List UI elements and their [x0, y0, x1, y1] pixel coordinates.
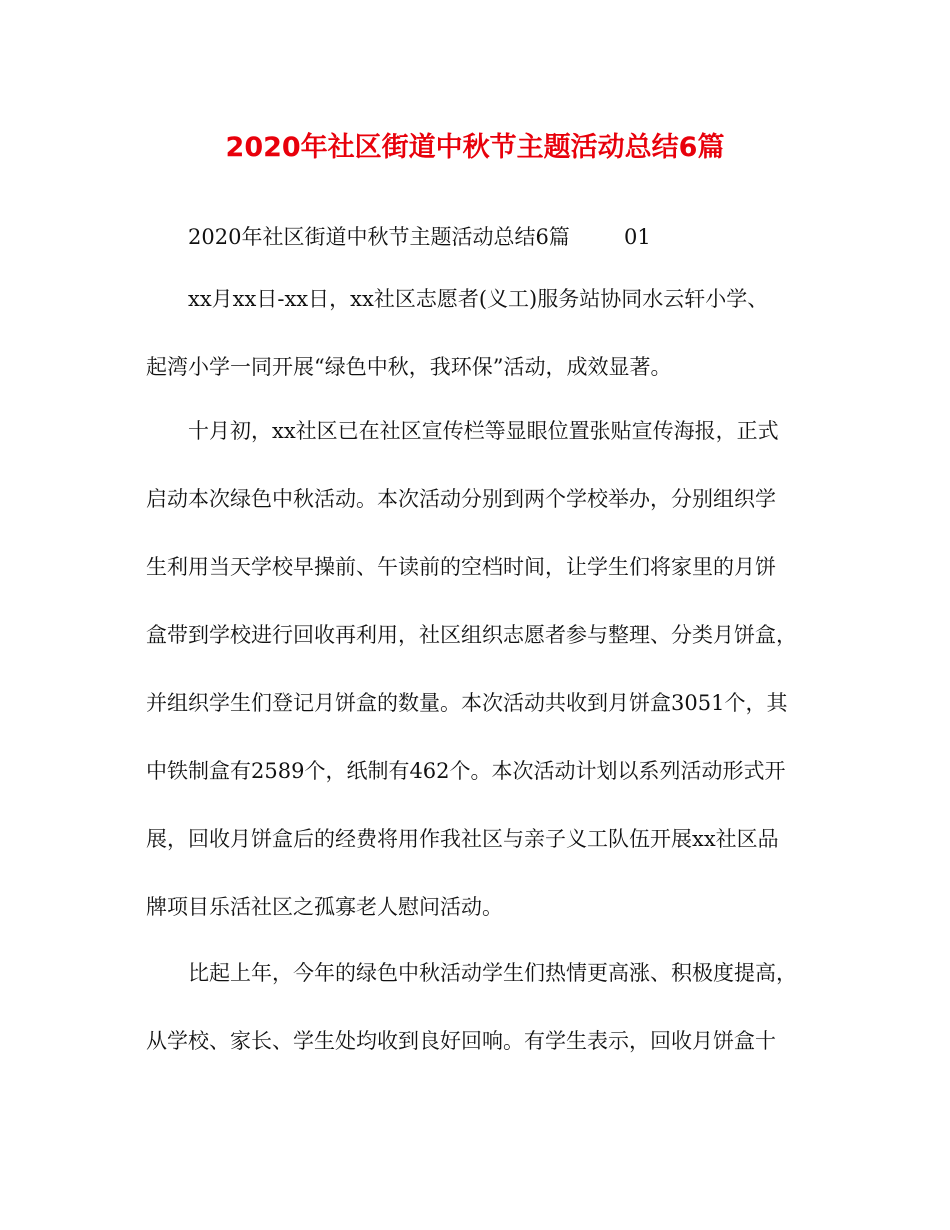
paragraph-line: 生利用当天学校早操前、午读前的空档时间，让学生们将家里的月饼 — [146, 555, 776, 579]
paragraph-line: 比起上年，今年的绿色中秋活动学生们热情更高涨、积极度提高， — [188, 961, 797, 985]
paragraph-line: 牌项目乐活社区之孤寡老人慰问活动。 — [146, 895, 503, 919]
paragraph-line: 盒带到学校进行回收再利用，社区组织志愿者参与整理、分类月饼盒， — [146, 623, 797, 647]
paragraph-line: 启动本次绿色中秋活动。本次活动分别到两个学校举办，分别组织学 — [146, 487, 776, 511]
subtitle-text: 2020年社区街道中秋节主题活动总结6篇 — [188, 225, 570, 249]
subtitle-number: 01 — [624, 225, 651, 249]
paragraph-line: xx月xx日-xx日，xx社区志愿者(义工)服务站协同水云轩小学、 — [188, 287, 769, 311]
paragraph-line: 十月初，xx社区已在社区宣传栏等显眼位置张贴宣传海报，正式 — [188, 419, 779, 443]
document-title: 2020年社区街道中秋节主题活动总结6篇 — [225, 132, 725, 163]
paragraph-line: 起湾小学一同开展“绿色中秋，我环保”活动，成效显著。 — [146, 355, 672, 379]
paragraph-line: 展，回收月饼盒后的经费将用作我社区与亲子义工队伍开展xx社区品 — [146, 827, 779, 851]
paragraph-line: 并组织学生们登记月饼盒的数量。本次活动共收到月饼盒3051个，其 — [146, 691, 788, 715]
paragraph-line: 从学校、家长、学生处均收到良好回响。有学生表示，回收月饼盒十 — [146, 1029, 776, 1053]
paragraph-line: 中铁制盒有2589个，纸制有462个。本次活动计划以系列活动形式开 — [146, 759, 786, 783]
